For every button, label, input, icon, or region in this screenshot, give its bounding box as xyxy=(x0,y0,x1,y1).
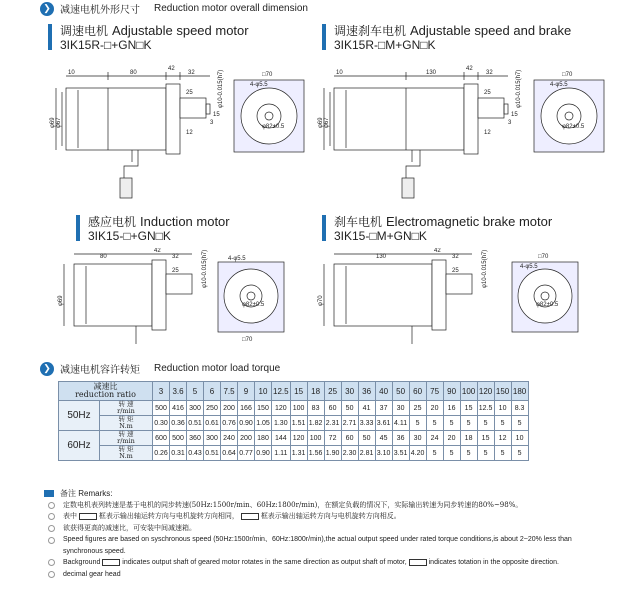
value-cell: 1.31 xyxy=(290,446,307,461)
value-cell: 5 xyxy=(511,446,528,461)
motor-en: Induction motor xyxy=(140,214,230,229)
value-cell: 4.11 xyxy=(392,416,409,431)
drawing-adjustable-brake-motor xyxy=(316,58,616,210)
dim-label: 130 xyxy=(426,70,437,76)
section-header-torque xyxy=(40,361,280,376)
dim-label: □70 xyxy=(538,254,549,260)
motor-title-2 xyxy=(322,24,571,52)
value-cell: 1.56 xyxy=(307,446,324,461)
motor-en: Adjustable speed and brake xyxy=(410,23,572,38)
value-cell: 500 xyxy=(170,431,187,446)
value-cell: 0.76 xyxy=(221,416,238,431)
ratio-cell: 10 xyxy=(255,382,272,401)
dim-label: 12 xyxy=(186,130,193,136)
dim-label: 42 xyxy=(434,248,441,254)
value-cell: 25 xyxy=(409,401,426,416)
ratio-cell: 75 xyxy=(426,382,443,401)
bullet-icon xyxy=(48,559,55,566)
dim-label: 4-φ5.5 xyxy=(228,256,246,262)
frequency-cell: 60Hz xyxy=(59,431,100,461)
quantity-cell xyxy=(100,446,153,461)
motor-title-1 xyxy=(48,24,249,52)
value-cell: 60 xyxy=(324,401,341,416)
remark-note: 定数电机表列转速是基于电机的同步转速(50Hz:1500r/min、60Hz:1800r/min)，在额定负载的情况下，实际输出转速为同步转速的80%~98%。 xyxy=(44,500,574,512)
ratio-label-en: reduction ratio xyxy=(75,390,136,399)
value-cell: 5 xyxy=(443,446,460,461)
dim-label: φ82±0.5 xyxy=(562,124,585,130)
value-cell: 100 xyxy=(290,401,307,416)
value-cell: 16 xyxy=(443,401,460,416)
value-cell: 1.30 xyxy=(272,416,291,431)
dim-label: 3 xyxy=(508,120,512,126)
value-cell: 100 xyxy=(307,431,324,446)
ratio-row xyxy=(59,382,529,401)
value-cell: 15 xyxy=(460,401,477,416)
ratio-cell: 40 xyxy=(375,382,392,401)
bullet-icon xyxy=(48,537,55,544)
ratio-cell: 5 xyxy=(187,382,204,401)
torque-table xyxy=(58,381,529,461)
motor-model: 3IK15-□M+GN□K xyxy=(334,229,427,243)
value-cell: 2.31 xyxy=(324,416,341,431)
dim-label: 25 xyxy=(186,90,193,96)
ratio-cell: 150 xyxy=(494,382,511,401)
motor-cn: 感应电机 xyxy=(88,215,137,229)
frame-box-icon xyxy=(102,559,120,566)
value-cell: 3.33 xyxy=(358,416,375,431)
value-cell: 240 xyxy=(221,431,238,446)
dim-label: 80 xyxy=(100,254,107,260)
value-cell: 15 xyxy=(477,431,494,446)
value-cell: 60 xyxy=(341,431,358,446)
value-cell: 4.20 xyxy=(409,446,426,461)
quantity-cell xyxy=(100,431,153,446)
remark-note: 表中 框表示输出轴运转方向与电机旋转方向相同， 框表示输出轴运转方向与电机旋转方向相反。 xyxy=(44,511,574,523)
motor-cn: 刹车电机 xyxy=(334,215,383,229)
dim-label: φ69 xyxy=(50,117,56,128)
value-cell: 5 xyxy=(460,446,477,461)
quantity-unit: N.m xyxy=(119,422,133,430)
ratio-cell: 18 xyxy=(307,382,324,401)
quantity-name: 转 矩 xyxy=(118,445,134,453)
ratio-cell: 120 xyxy=(477,382,494,401)
section-title-en: Reduction motor overall dimension xyxy=(154,3,308,14)
dim-label: 3 xyxy=(210,120,214,126)
value-cell: 200 xyxy=(221,401,238,416)
value-cell: 30 xyxy=(409,431,426,446)
accent-square xyxy=(44,490,54,497)
motor-en: Electromagnetic brake motor xyxy=(386,214,553,229)
dim-label: φ69 xyxy=(58,295,64,306)
dim-label: □70 xyxy=(242,337,253,343)
ratio-cell: 9 xyxy=(238,382,255,401)
dim-label: φ10-0.015(h7) xyxy=(218,69,224,108)
dim-label: 32 xyxy=(486,70,493,76)
value-cell: 50 xyxy=(341,401,358,416)
value-cell: 0.61 xyxy=(204,416,221,431)
value-cell: 5 xyxy=(460,416,477,431)
dim-label: φ10-0.015(h7) xyxy=(482,249,488,288)
ratio-cell: 36 xyxy=(358,382,375,401)
frame-box-icon xyxy=(79,513,97,520)
value-cell: 20 xyxy=(443,431,460,446)
dim-label: φ70 xyxy=(318,295,324,306)
value-cell: 166 xyxy=(238,401,255,416)
dim-label: 4-φ5.5 xyxy=(550,82,568,88)
value-cell: 600 xyxy=(153,431,170,446)
value-cell: 0.26 xyxy=(153,446,170,461)
ratio-cell: 12.5 xyxy=(272,382,291,401)
value-cell: 1.05 xyxy=(255,416,272,431)
dim-label: 4-φ5.5 xyxy=(520,264,538,270)
quantity-name: 转 速 xyxy=(118,430,134,438)
motor-en: Adjustable speed motor xyxy=(112,23,249,38)
table-row xyxy=(59,446,529,461)
drawing-brake-motor xyxy=(316,248,596,348)
value-cell: 300 xyxy=(204,431,221,446)
value-cell: 2.30 xyxy=(341,446,358,461)
value-cell: 2.81 xyxy=(358,446,375,461)
dim-label: 32 xyxy=(188,70,195,76)
value-cell: 0.31 xyxy=(170,446,187,461)
value-cell: 5 xyxy=(426,416,443,431)
value-cell: 180 xyxy=(255,431,272,446)
value-cell: 72 xyxy=(324,431,341,446)
value-cell: 0.30 xyxy=(153,416,170,431)
quantity-unit: r/min xyxy=(117,407,135,415)
dim-label: 32 xyxy=(452,254,459,260)
motor-cn: 调速刹车电机 xyxy=(334,24,407,38)
title-accent-bar xyxy=(76,215,80,241)
dim-label: 25 xyxy=(452,268,459,274)
value-cell: 0.64 xyxy=(221,446,238,461)
value-cell: 18 xyxy=(460,431,477,446)
value-cell: 5 xyxy=(409,416,426,431)
value-cell: 3.10 xyxy=(375,446,392,461)
section-title-cn: 减速电机外形尺寸 xyxy=(60,5,140,16)
motor-cn: 调速电机 xyxy=(60,24,109,38)
value-cell: 3.61 xyxy=(375,416,392,431)
dim-label: φ67 xyxy=(324,117,330,128)
value-cell: 1.82 xyxy=(307,416,324,431)
frequency-cell: 50Hz xyxy=(59,401,100,431)
table-row xyxy=(59,416,529,431)
value-cell: 120 xyxy=(290,431,307,446)
value-cell: 0.51 xyxy=(204,446,221,461)
motor-title-3 xyxy=(76,215,230,243)
value-cell: 36 xyxy=(392,431,409,446)
value-cell: 250 xyxy=(204,401,221,416)
frame-box-icon xyxy=(409,559,427,566)
dim-label: φ82±0.5 xyxy=(262,124,285,130)
value-cell: 0.43 xyxy=(187,446,204,461)
quantity-name: 转 矩 xyxy=(118,415,134,423)
ratio-cell: 60 xyxy=(409,382,426,401)
quantity-unit: N.m xyxy=(119,452,133,460)
value-cell: 1.90 xyxy=(324,446,341,461)
dim-label: 25 xyxy=(172,268,179,274)
value-cell: 30 xyxy=(392,401,409,416)
chevron-right-icon: ❯ xyxy=(40,2,54,16)
drawing-induction-motor xyxy=(56,248,296,348)
value-cell: 1.51 xyxy=(290,416,307,431)
ratio-cell: 30 xyxy=(341,382,358,401)
value-cell: 150 xyxy=(255,401,272,416)
value-cell: 500 xyxy=(153,401,170,416)
dim-label: φ82±0.5 xyxy=(536,302,559,308)
dim-label: 25 xyxy=(484,90,491,96)
title-accent-bar xyxy=(48,24,52,50)
bullet-icon xyxy=(48,571,55,578)
value-cell: 5 xyxy=(511,416,528,431)
dim-label: 12 xyxy=(484,130,491,136)
quantity-unit: r/min xyxy=(117,437,135,445)
dim-label: 42 xyxy=(168,66,175,72)
value-cell: 3.51 xyxy=(392,446,409,461)
title-accent-bar xyxy=(322,24,326,50)
title-accent-bar xyxy=(322,215,326,241)
dim-label: φ69 xyxy=(318,117,324,128)
dim-label: 42 xyxy=(154,248,161,254)
value-cell: 0.90 xyxy=(255,446,272,461)
dim-label: □70 xyxy=(562,72,573,78)
value-cell: 8.3 xyxy=(511,401,528,416)
value-cell: 24 xyxy=(426,431,443,446)
motor-model: 3IK15R-□+GN□K xyxy=(60,38,152,52)
remark-note: decimal gear head xyxy=(44,569,574,581)
remark-note: Background indicates output shaft of geared motor rotates in the same direction as output shaft of motor, indicates totation in the opposite direction. xyxy=(44,557,574,569)
table-row xyxy=(59,431,529,446)
dim-label: φ67 xyxy=(56,117,62,128)
value-cell: 416 xyxy=(170,401,187,416)
ratio-cell: 90 xyxy=(443,382,460,401)
dim-label: 10 xyxy=(68,70,75,76)
dim-label: 32 xyxy=(172,254,179,260)
dim-label: 15 xyxy=(213,112,220,118)
value-cell: 41 xyxy=(358,401,375,416)
quantity-cell xyxy=(100,416,153,431)
table-row xyxy=(59,401,529,416)
value-cell: 200 xyxy=(238,431,255,446)
value-cell: 12 xyxy=(494,431,511,446)
dim-label: □70 xyxy=(262,72,273,78)
value-cell: 2.71 xyxy=(341,416,358,431)
remarks-header: 备注 Remarks: xyxy=(44,488,574,500)
dim-label: 80 xyxy=(130,70,137,76)
value-cell: 20 xyxy=(426,401,443,416)
frame-box-icon xyxy=(241,513,259,520)
section-header-dimension xyxy=(40,1,308,16)
ratio-cell: 100 xyxy=(460,382,477,401)
ratio-cell: 6 xyxy=(204,382,221,401)
bullet-icon xyxy=(48,502,55,509)
quantity-cell xyxy=(100,401,153,416)
dim-label: 130 xyxy=(376,254,387,260)
value-cell: 0.77 xyxy=(238,446,255,461)
ratio-cell: 3 xyxy=(153,382,170,401)
quantity-name: 转 速 xyxy=(118,400,134,408)
value-cell: 144 xyxy=(272,431,291,446)
remark-note: 欲获得更高的减速比，可安装中间减速箱。 xyxy=(44,523,574,535)
value-cell: 83 xyxy=(307,401,324,416)
chevron-right-icon: ❯ xyxy=(40,362,54,376)
value-cell: 37 xyxy=(375,401,392,416)
bullet-icon xyxy=(48,525,55,532)
remark-note: Speed figures are based on syschronous speed (50Hz:1500r/min、60Hz:1800r/min),the actual output speed under rated torque conditions,is about 2~20% less than synchronous speed. xyxy=(44,534,574,557)
motor-model: 3IK15R-□M+GN□K xyxy=(334,38,436,52)
value-cell: 5 xyxy=(494,416,511,431)
dim-label: φ10-0.015(h7) xyxy=(202,249,208,288)
value-cell: 5 xyxy=(477,416,494,431)
dim-label: 15 xyxy=(511,112,518,118)
dim-label: φ82±0.5 xyxy=(242,302,265,308)
value-cell: 10 xyxy=(494,401,511,416)
remarks xyxy=(44,488,574,580)
ratio-cell: 50 xyxy=(392,382,409,401)
motor-model: 3IK15-□+GN□K xyxy=(88,229,171,243)
ratio-cell: 7.5 xyxy=(221,382,238,401)
value-cell: 5 xyxy=(494,446,511,461)
dim-label: 10 xyxy=(336,70,343,76)
dim-label: 42 xyxy=(466,66,473,72)
dim-label: 4-φ5.5 xyxy=(250,82,268,88)
value-cell: 50 xyxy=(358,431,375,446)
dim-label: φ10-0.015(h7) xyxy=(516,69,522,108)
motor-title-4 xyxy=(322,215,552,243)
ratio-cell: 180 xyxy=(511,382,528,401)
ratio-label xyxy=(59,382,153,401)
section-title-cn: 减速电机容许转矩 xyxy=(60,365,140,376)
value-cell: 1.11 xyxy=(272,446,291,461)
value-cell: 5 xyxy=(477,446,494,461)
value-cell: 120 xyxy=(272,401,291,416)
value-cell: 360 xyxy=(187,431,204,446)
bullet-icon xyxy=(48,513,55,520)
ratio-cell: 25 xyxy=(324,382,341,401)
value-cell: 0.36 xyxy=(170,416,187,431)
value-cell: 45 xyxy=(375,431,392,446)
value-cell: 0.51 xyxy=(187,416,204,431)
value-cell: 5 xyxy=(426,446,443,461)
ratio-cell: 3.6 xyxy=(170,382,187,401)
ratio-cell: 15 xyxy=(290,382,307,401)
value-cell: 12.5 xyxy=(477,401,494,416)
value-cell: 300 xyxy=(187,401,204,416)
ratio-label-cn: 减速比 xyxy=(93,382,118,391)
section-title-en: Reduction motor load torque xyxy=(154,363,281,374)
value-cell: 10 xyxy=(511,431,528,446)
value-cell: 5 xyxy=(443,416,460,431)
value-cell: 0.90 xyxy=(238,416,255,431)
drawing-adjustable-speed-motor xyxy=(48,58,318,210)
